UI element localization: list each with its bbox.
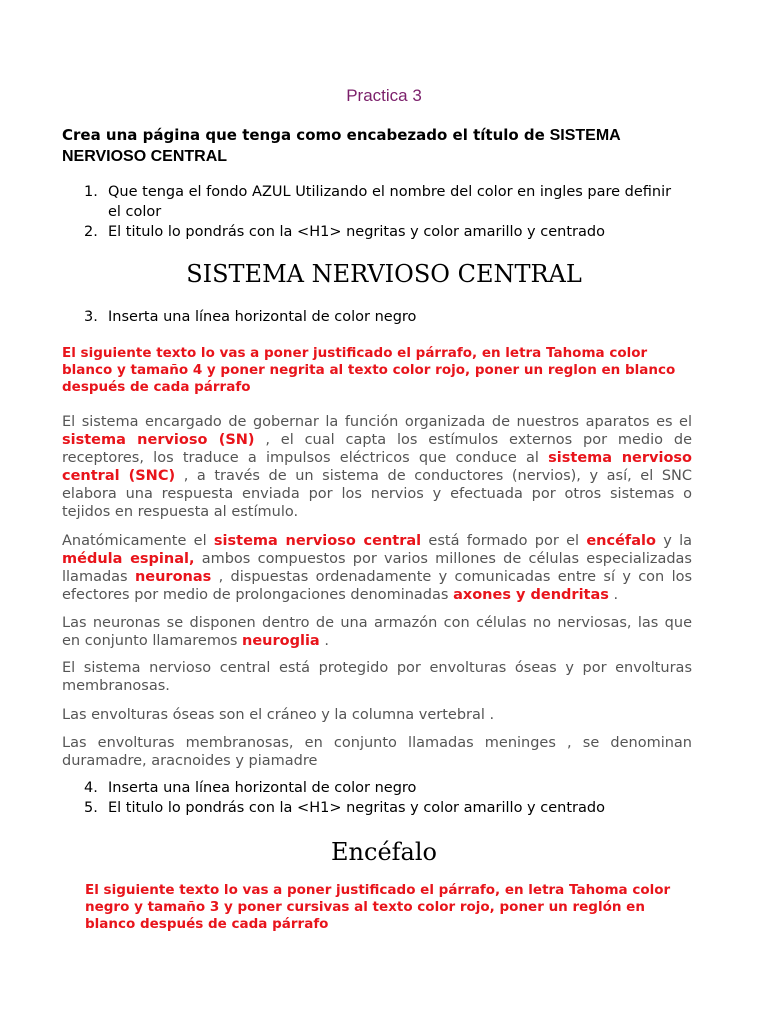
intro-lead: Crea una página que tenga como encabezado el título de <box>62 126 545 144</box>
text-run: . <box>613 587 619 603</box>
list-text: El titulo lo pondrás con la <H1> negritas y color amarillo y centrado <box>108 800 605 816</box>
text-run: . <box>324 633 329 649</box>
highlight-term: médula espinal, <box>62 551 195 567</box>
text-run: , el cual capta los estímulos externos por medio de receptores, los traduce a impulsos eléctricos que conduce al <box>62 432 692 466</box>
page-title: Practica 3 <box>346 86 422 105</box>
text-run: está formado por el <box>428 533 580 549</box>
highlight-term: neuronas <box>134 569 212 585</box>
body-paragraph: Las envolturas óseas son el cráneo y la columna vertebral . <box>62 707 495 723</box>
list-number: 4. <box>84 780 98 796</box>
text-run: El sistema encargado de gobernar la función organizada de nuestros aparatos es el <box>62 414 692 430</box>
intro-paragraph <box>62 125 702 167</box>
list-text: El titulo lo pondrás con la <H1> negritas y color amarillo y centrado <box>108 224 605 240</box>
intro-bold-title: SISTEMA NERVIOSO CENTRAL <box>62 127 621 165</box>
highlight-term: sistema nervioso central (SNC) <box>62 450 693 484</box>
list-number: 5. <box>84 800 98 816</box>
list-item <box>84 307 684 327</box>
list-text: Que tenga el fondo AZUL Utilizando el nombre del color en ingles pare definir el color <box>108 184 672 220</box>
instruction-note: El siguiente texto lo vas a poner justificado el párrafo, en letra Tahoma color negro y tamaño 3 y poner cursivas al texto color rojo, poner un reglón en blanco después de cada párrafo <box>85 882 671 932</box>
highlight-term: sistema nervioso (SN) <box>62 432 255 448</box>
text-run: Las neuronas se disponen dentro de una armazón con células no nerviosas, las que en conjunto llamaremos <box>62 615 692 649</box>
highlight-term: encéfalo <box>586 533 656 549</box>
text-run: , a través de un sistema de conductores (nervios), y así, el SNC elabora una respuesta enviada por los nervios y efectuada por otros sistemas o tejidos en respuesta al estímulo. <box>62 468 693 520</box>
text-run: y la <box>663 533 693 549</box>
list-item <box>84 182 684 222</box>
text-run: Anatómicamente el <box>62 533 207 549</box>
text-run: , dispuestas ordenadamente y comunicadas entre sí y con los efectores por medio de prolongaciones denominadas <box>62 569 693 603</box>
highlight-term: axones y dendritas <box>453 587 609 603</box>
list-number: 3. <box>84 309 98 325</box>
list-item <box>84 798 684 818</box>
body-paragraph: El sistema nervioso central está protegido por envolturas óseas y por envolturas membranosas. <box>62 660 692 694</box>
list-number: 2. <box>84 224 98 240</box>
body-paragraph <box>62 413 692 521</box>
text-run: ambos compuestos por varios millones de células especializadas llamadas <box>62 551 692 585</box>
body-paragraph: Las envolturas membranosas, en conjunto llamadas meninges , se denominan duramadre, aracnoides y piamadre <box>62 735 692 769</box>
list-text: Inserta una línea horizontal de color negro <box>108 780 417 796</box>
list-number: 1. <box>84 184 98 200</box>
body-paragraph <box>62 614 692 650</box>
body-paragraph <box>62 532 692 604</box>
heading-encefalo: Encéfalo <box>331 838 437 866</box>
instruction-note: El siguiente texto lo vas a poner justificado el párrafo, en letra Tahoma color blanco y tamaño 4 y poner negrita al texto color rojo, poner un reglon en blanco después de cada párrafo <box>62 345 676 395</box>
list-item <box>84 778 684 798</box>
highlight-term: sistema nervioso central <box>213 533 422 549</box>
heading-snc: SISTEMA NERVIOSO CENTRAL <box>186 260 582 288</box>
list-text: Inserta una línea horizontal de color negro <box>108 309 417 325</box>
list-item <box>84 222 684 242</box>
highlight-term: neuroglia <box>242 633 320 649</box>
